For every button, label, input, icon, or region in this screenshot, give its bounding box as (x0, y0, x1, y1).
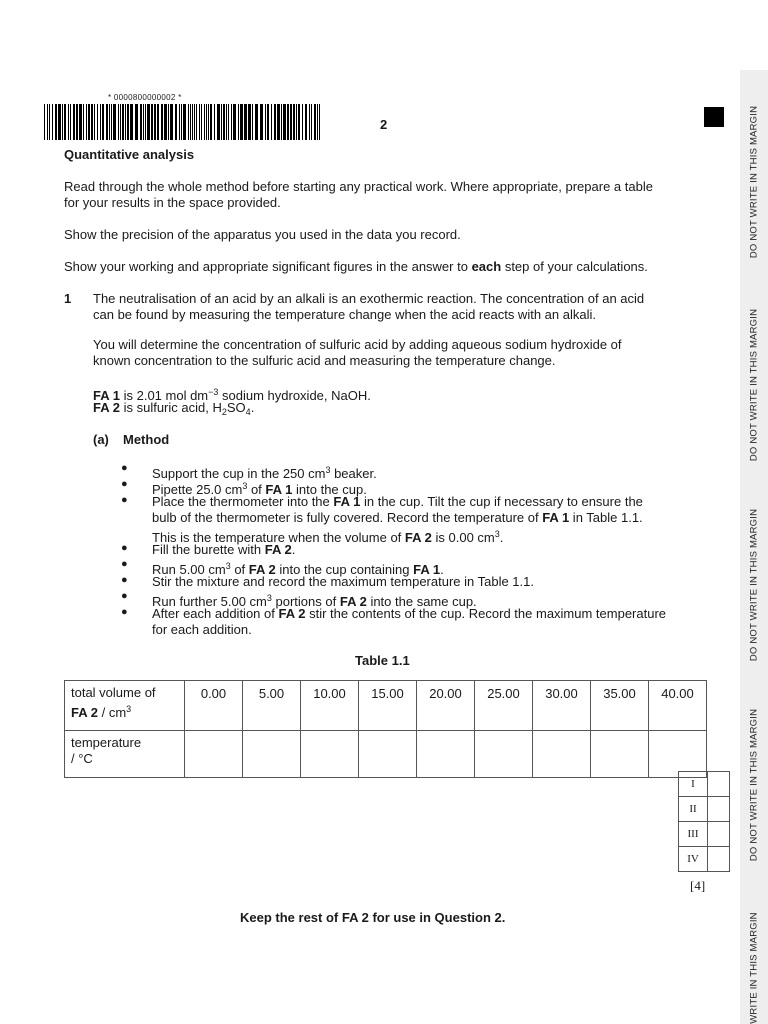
instruction-paragraph: Read through the whole method before starting any practical work. Where appropriate, prepare a table for your results in the space provided. (64, 179, 653, 210)
volume-cell: 40.00 (649, 681, 707, 731)
mark-label: III (679, 822, 708, 847)
volume-cell: 0.00 (185, 681, 243, 731)
instruction-paragraph: Show the precision of the apparatus you used in the data you record. (64, 227, 461, 242)
volume-cell: 35.00 (591, 681, 649, 731)
temperature-cell[interactable] (301, 731, 359, 778)
bullet: ● (121, 462, 128, 474)
mark-row (679, 847, 730, 872)
margin-warning: DO NOT WRITE IN THIS MARGIN (748, 308, 760, 462)
bullet: ● (121, 606, 128, 618)
question-number: 1 (64, 291, 72, 306)
bullet: ● (121, 542, 128, 554)
volume-cell: 5.00 (243, 681, 301, 731)
method-step: Stir the mixture and record the maximum temperature in Table 1.1. (152, 574, 534, 589)
row-header-volume: total volume of FA $2 / cm^3$ (65, 681, 185, 731)
temperature-cell[interactable] (417, 731, 475, 778)
method-step: Run 5.00 $cm^3$ of FA 2 into the cup containing FA 1. (152, 561, 444, 577)
page-number: 2 (380, 117, 388, 132)
total-marks: [4] (690, 878, 706, 893)
method-step: Run further 5.00 $cm^3$ portions of FA 2 into the same cup. (152, 593, 477, 609)
mark-box (708, 847, 730, 872)
registration-mark (704, 107, 724, 127)
table-row (65, 681, 707, 731)
barcode (44, 104, 322, 140)
question-task: You will determine the concentration of sulfuric acid by adding aqueous sodium hydroxide of known concentration to the sulfuric acid and measuring the temperature change. (93, 337, 622, 368)
question-intro: The neutralisation of an acid by an alkali is an exothermic reaction. The concentration of an acid can be found by measuring the temperature change when the acid reacts with an alkali. (93, 291, 645, 322)
bullet: ● (121, 590, 128, 602)
footer-note: Keep the rest of FA 2 for use in Question 2. (240, 910, 506, 925)
volume-cell: 15.00 (359, 681, 417, 731)
mark-row (679, 797, 730, 822)
method-step: Support the cup in the 250 $cm^3$ beaker. (152, 465, 377, 481)
part-label: (a) (93, 432, 109, 447)
margin-warning: WRITE IN THIS MARGIN (748, 912, 760, 1024)
margin-warning: DO NOT WRITE IN THIS MARGIN (748, 508, 760, 662)
margin-warning: DO NOT WRITE IN THIS MARGIN (748, 105, 760, 259)
method-step: Place the thermometer into the FA 1 in the cup. Tilt the cup if necessary to ensure the bulb of the thermometer is fully covered. Record the temperature of FA 1 in Table 1.1. This is the temperature when the volume of FA 2 is 0.00 $cm^3$. (152, 494, 643, 545)
mark-box (708, 822, 730, 847)
volume-cell: 30.00 (533, 681, 591, 731)
bullet: ● (121, 574, 128, 586)
temperature-cell[interactable] (591, 731, 649, 778)
temperature-cell[interactable] (533, 731, 591, 778)
temperature-cell[interactable] (359, 731, 417, 778)
mark-box (708, 797, 730, 822)
fa2-definition: FA 2 is sulfuric acid, $H_2SO_4$. (93, 400, 255, 417)
volume-cell: 10.00 (301, 681, 359, 731)
volume-cell: 20.00 (417, 681, 475, 731)
temperature-cell[interactable] (185, 731, 243, 778)
mark-boxes (678, 771, 730, 872)
table-caption: Table 1.1 (355, 653, 410, 668)
instruction-paragraph: Show your working and appropriate significant figures in the answer to each step of your calculations. (64, 259, 648, 274)
barcode-number: * 0000800000002 * (108, 93, 182, 102)
temperature-cell[interactable] (243, 731, 301, 778)
margin-warning: DO NOT WRITE IN THIS MARGIN (748, 708, 760, 862)
method-step: After each addition of FA 2 stir the contents of the cup. Record the maximum temperature for each addition. (152, 606, 667, 637)
section-title: Quantitative analysis (64, 147, 195, 162)
bullet: ● (121, 478, 128, 490)
mark-label: IV (679, 847, 708, 872)
mark-row (679, 772, 730, 797)
method-step: Fill the burette with FA 2. (152, 542, 296, 557)
part-title: Method (123, 432, 170, 447)
mark-box (708, 772, 730, 797)
mark-label: I (679, 772, 708, 797)
row-header-temperature: temperature / °C (65, 731, 185, 778)
table-row (65, 731, 707, 778)
results-table (64, 680, 707, 778)
bullet: ● (121, 494, 128, 506)
bullet: ● (121, 558, 128, 570)
fa1-definition: FA 1 is 2.01 mol $dm^{-3}$ sodium hydroxide, NaOH. (93, 387, 371, 403)
mark-row (679, 822, 730, 847)
mark-label: II (679, 797, 708, 822)
method-step: Pipette 25.0 $cm^3$ of FA 1 into the cup. (152, 481, 367, 497)
volume-cell: 25.00 (475, 681, 533, 731)
temperature-cell[interactable] (475, 731, 533, 778)
